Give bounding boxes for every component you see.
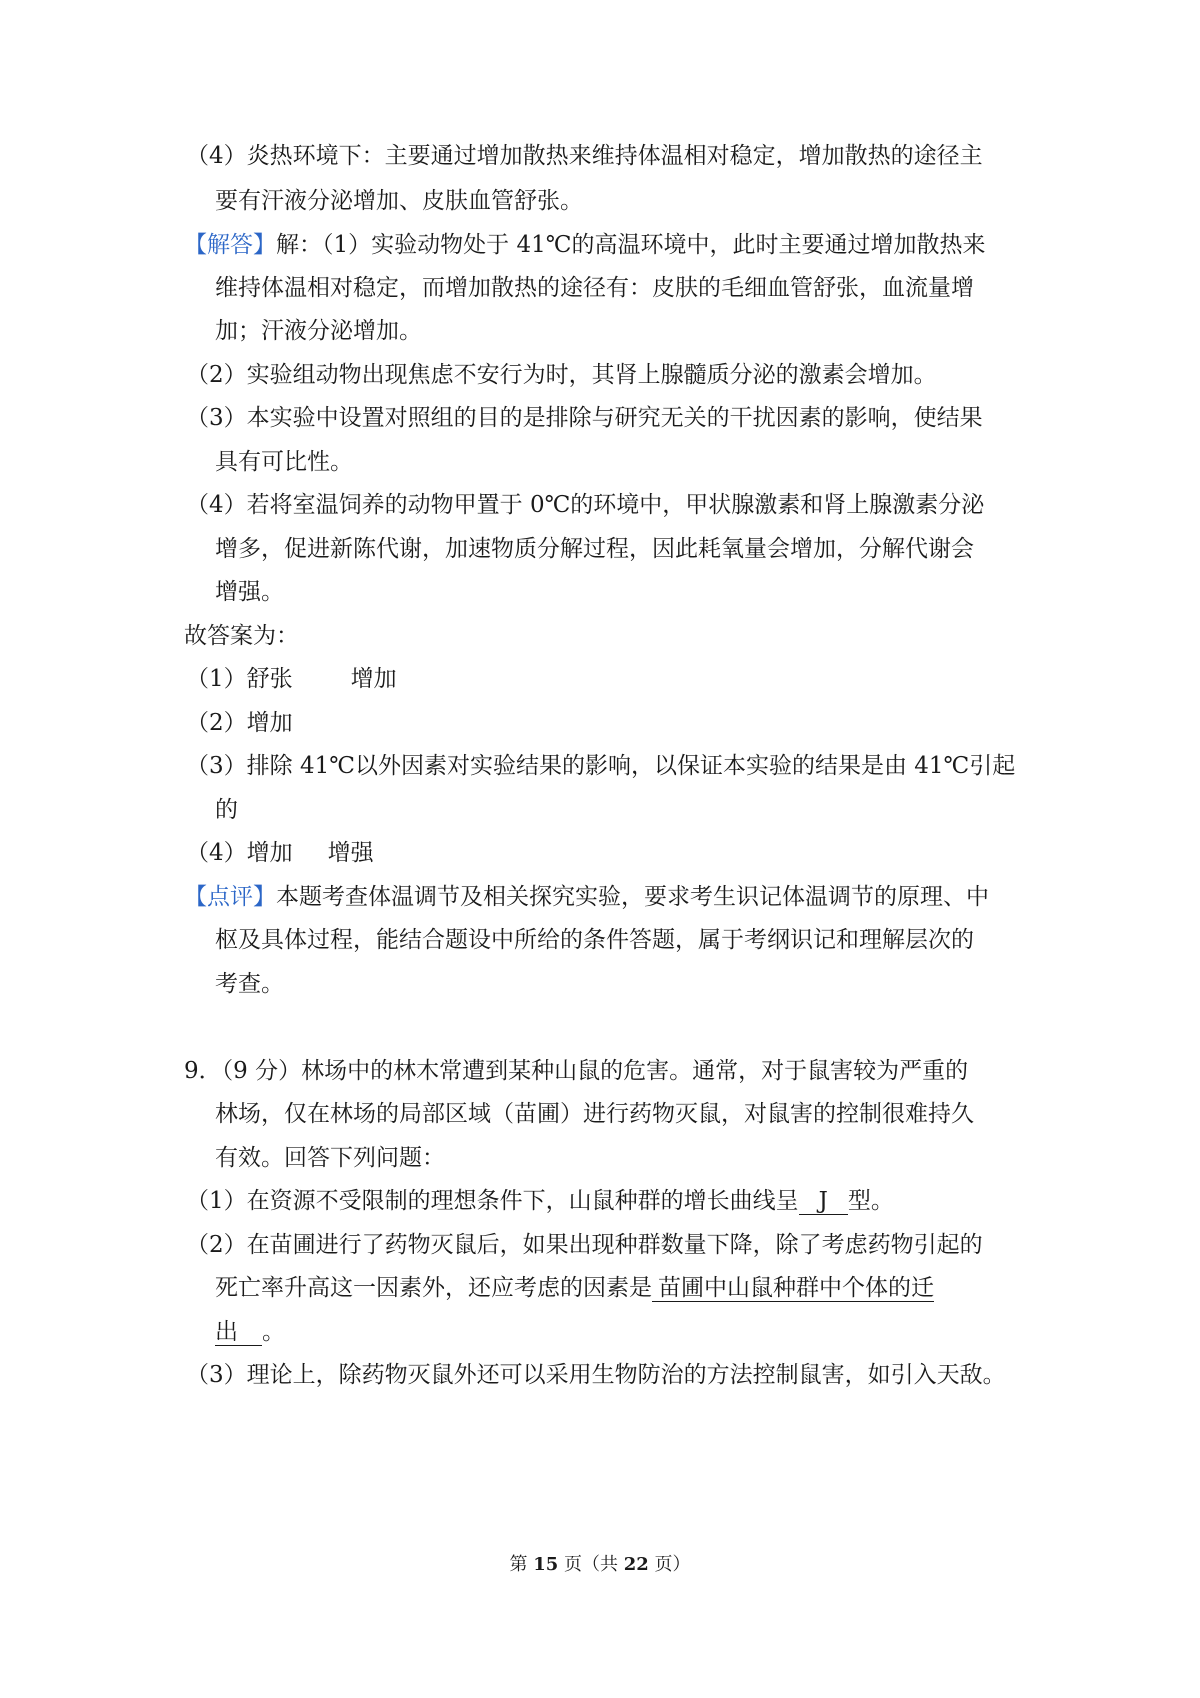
page-footer bbox=[0, 1553, 1200, 1577]
comment-line-3: 考查。 bbox=[215, 971, 284, 997]
sub-2-suffix: 。 bbox=[262, 1319, 285, 1345]
final-answer-label: 故答案为： bbox=[184, 623, 299, 649]
question-9-sub-3: （3）理论上，除药物灭鼠外还可以采用生物防治的方法控制鼠害，如引入天敌。 bbox=[186, 1362, 1006, 1388]
question-9-sub-1 bbox=[186, 1186, 894, 1216]
answer-point-3-line-1: （3）本实验中设置对照组的目的是排除与研究无关的干扰因素的影响，使结果 bbox=[186, 405, 983, 431]
final-answer-1 bbox=[186, 664, 397, 694]
answer-point-4-line-1: （4）若将室温饲养的动物甲置于 0℃的环境中，甲状腺激素和肾上腺激素分泌 bbox=[186, 492, 985, 518]
sub-1-suffix: 型。 bbox=[847, 1188, 894, 1214]
comment-tag: 【点评】 bbox=[184, 884, 276, 910]
analysis-point-4-line-1: （4）炎热环境下：主要通过增加散热来维持体温相对稳定，增加散热的途径主 bbox=[186, 143, 983, 169]
question-9-sub-2-line-3 bbox=[215, 1317, 285, 1347]
answer-text: 解：（1）实验动物处于 41℃的高温环境中，此时主要通过增加散热来 bbox=[276, 232, 986, 258]
footer-prefix: 第 bbox=[509, 1554, 528, 1575]
footer-total-pages: 22 bbox=[623, 1554, 649, 1575]
footer-suffix: 页） bbox=[654, 1554, 691, 1575]
question-9-sub-2-line-2 bbox=[215, 1273, 934, 1303]
answer-point-2: （2）实验组动物出现焦虑不安行为时，其肾上腺髓质分泌的激素会增加。 bbox=[186, 362, 937, 388]
final-answer-4-b: 增强 bbox=[327, 840, 374, 866]
final-answer-1-b: 增加 bbox=[350, 666, 397, 692]
footer-middle: 页（共 bbox=[564, 1554, 618, 1575]
comment-text: 本题考查体温调节及相关探究实验，要求考生识记体温调节的原理、中 bbox=[276, 884, 989, 910]
analysis-point-4-line-2: 要有汗液分泌增加、皮肤血管舒张。 bbox=[215, 188, 583, 214]
sub-1-prefix: （1）在资源不受限制的理想条件下，山鼠种群的增长曲线呈 bbox=[186, 1188, 799, 1214]
final-answer-3-line-2: 的 bbox=[215, 797, 238, 823]
answer-point-3-line-2: 具有可比性。 bbox=[215, 449, 353, 475]
comment-line-1 bbox=[184, 882, 989, 912]
final-answer-1-a: （1）舒张 bbox=[186, 666, 293, 692]
answer-line-3: 加；汗液分泌增加。 bbox=[215, 318, 422, 344]
question-9-sub-2-line-1: （2）在苗圃进行了药物灭鼠后，如果出现种群数量下降，除了考虑药物引起的 bbox=[186, 1232, 983, 1258]
answer-point-4-line-3: 增强。 bbox=[215, 579, 284, 605]
sub-2-answer-blank-2: 出 bbox=[215, 1319, 262, 1346]
question-9-line-3: 有效。回答下列问题： bbox=[215, 1145, 445, 1171]
final-answer-4 bbox=[186, 838, 374, 868]
answer-line-2: 维持体温相对稳定，而增加散热的途径有：皮肤的毛细血管舒张，血流量增 bbox=[215, 275, 974, 301]
comment-line-2: 枢及具体过程，能结合题设中所给的条件答题，属于考纲识记和理解层次的 bbox=[215, 927, 974, 953]
final-answer-4-a: （4）增加 bbox=[186, 840, 293, 866]
sub-2-answer-blank-1: 苗圃中山鼠种群中个体的迁 bbox=[652, 1275, 934, 1302]
final-answer-2: （2）增加 bbox=[186, 710, 293, 736]
answer-tag: 【解答】 bbox=[184, 232, 276, 258]
question-9-line-1: 9．（9 分）林场中的林木常遭到某种山鼠的危害。通常，对于鼠害较为严重的 bbox=[184, 1058, 969, 1084]
answer-line-1 bbox=[184, 230, 985, 260]
question-9-line-2: 林场，仅在林场的局部区域（苗圃）进行药物灭鼠，对鼠害的控制很难持久 bbox=[215, 1101, 974, 1127]
sub-1-answer-blank: J bbox=[799, 1188, 848, 1215]
footer-page-number: 15 bbox=[533, 1554, 559, 1575]
answer-point-4-line-2: 增多，促进新陈代谢，加速物质分解过程，因此耗氧量会增加，分解代谢会 bbox=[215, 536, 974, 562]
sub-2-prefix: 死亡率升高这一因素外，还应考虑的因素是 bbox=[215, 1275, 652, 1301]
final-answer-3-line-1: （3）排除 41℃以外因素对实验结果的影响，以保证本实验的结果是由 41℃引起 bbox=[186, 753, 1016, 779]
